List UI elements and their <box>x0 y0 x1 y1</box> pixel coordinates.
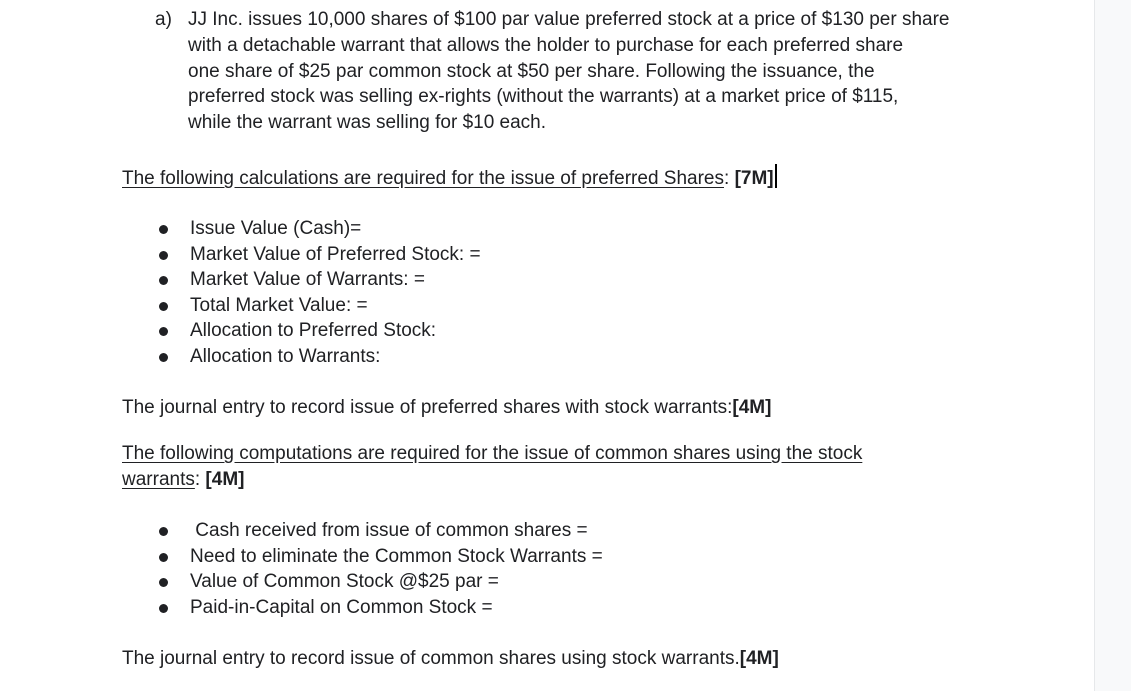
section1-heading-text: The following calculations are required for the issue of preferred Shares <box>122 168 724 189</box>
list-item-text: Need to eliminate the Common Stock Warrants = <box>190 545 603 567</box>
bullet-icon <box>159 302 168 311</box>
list-item-text: Issue Value (Cash)= <box>190 218 362 239</box>
bullet-icon <box>159 276 168 285</box>
section1-colon: : <box>724 168 735 189</box>
list-item-text: Value of Common Stock @$25 par = <box>190 571 499 593</box>
list-item <box>0 569 900 595</box>
list-item-text: Allocation to Preferred Stock: <box>190 320 437 342</box>
journal-entry-1-marks: [4M] <box>732 397 772 418</box>
bullet-icon <box>159 527 168 536</box>
list-item <box>0 216 900 242</box>
list-item <box>0 318 900 344</box>
section1-marks: [7M] <box>734 168 774 189</box>
list-item <box>0 344 900 370</box>
section1-list <box>0 216 900 370</box>
section2-colon: : <box>194 469 206 490</box>
section2-heading-line2: warrants <box>122 469 195 490</box>
question-line: one share of $25 par common stock at $50 per share. Following the issuance, the <box>188 60 875 82</box>
bullet-icon <box>159 353 168 362</box>
journal-entry-1-text: The journal entry to record issue of preferred shares with stock warrants: <box>122 397 733 418</box>
list-item <box>0 595 900 621</box>
question-text <box>188 7 950 136</box>
list-item <box>0 518 900 544</box>
journal-entry-2-text: The journal entry to record issue of common shares using stock warrants. <box>122 648 740 669</box>
section2-heading-line1: The following computations are required for the issue of common shares using the stock <box>122 443 863 464</box>
bullet-icon <box>159 251 168 260</box>
list-item-text: Cash received from issue of common shares = <box>190 520 588 541</box>
list-item <box>0 267 900 293</box>
list-item <box>0 293 900 319</box>
question-line: JJ Inc. issues 10,000 shares of $100 par value preferred stock at a price of $130 per share <box>188 9 950 30</box>
list-item-text: Paid-in-Capital on Common Stock = <box>190 596 493 618</box>
list-item-text: Allocation to Warrants: <box>190 345 381 367</box>
list-item <box>0 242 900 268</box>
question-line: while the warrant was selling for $10 each. <box>188 112 547 134</box>
bullet-icon <box>159 327 168 336</box>
list-item-text: Total Market Value: = <box>190 294 368 316</box>
question-line: with a detachable warrant that allows the holder to purchase for each preferred share <box>188 34 904 56</box>
question-label: a) <box>155 9 172 30</box>
question-line: preferred stock was selling ex-rights (without the warrants) at a market price of $115, <box>188 86 899 108</box>
section2-marks: [4M] <box>205 469 245 490</box>
journal-entry-2 <box>122 646 779 672</box>
bullet-icon <box>159 225 168 234</box>
list-item-text: Market Value of Warrants: = <box>190 269 425 291</box>
section2-heading <box>122 441 862 493</box>
journal-entry-1 <box>122 395 771 421</box>
journal-entry-2-marks: [4M] <box>739 648 779 669</box>
list-item-text: Market Value of Preferred Stock: = <box>190 243 481 265</box>
section2-list <box>0 518 900 620</box>
right-gutter <box>1094 0 1131 691</box>
bullet-icon <box>159 578 168 587</box>
text-cursor <box>775 164 777 188</box>
bullet-icon <box>159 553 168 562</box>
section1-heading <box>122 164 777 192</box>
bullet-icon <box>159 604 168 613</box>
list-item <box>0 544 900 570</box>
